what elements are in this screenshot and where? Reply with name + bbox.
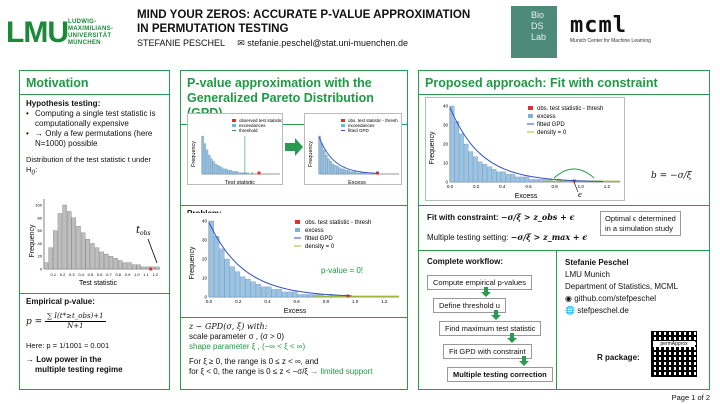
- plotC-ylabel: Frequency: [189, 246, 196, 280]
- hist1-bar: [58, 214, 62, 269]
- gpd-bar: [330, 161, 332, 174]
- gpd-bar: [208, 155, 210, 174]
- gpd-bar: [334, 165, 336, 174]
- gpd-ytick: 30: [442, 122, 448, 128]
- plotA-ylabel: Frequency: [191, 141, 197, 167]
- motivation-panel: [19, 70, 170, 390]
- hist1-ytick: 100: [35, 202, 42, 208]
- gpd-bar: [464, 144, 468, 182]
- hist1-bar: [118, 260, 122, 269]
- hist1-xtick: 0.4: [78, 272, 84, 277]
- gpd-bar: [256, 284, 261, 297]
- hist1-xtick: 1.0: [134, 272, 140, 277]
- gpd-bar: [247, 173, 249, 174]
- gpd-bar: [215, 164, 217, 174]
- gpd-bar: [219, 166, 221, 174]
- gpd-definition: [189, 322, 403, 377]
- hist1-bar: [67, 211, 71, 269]
- gpd-bar: [469, 152, 473, 182]
- hist1-bar: [137, 265, 141, 269]
- contact-name: Stefanie Peschel: [565, 258, 629, 267]
- bullet-item: • → Only a few permutations (here N=1000) possible: [26, 129, 163, 149]
- author-line: [137, 38, 408, 49]
- arrow-down-icon: [481, 287, 491, 297]
- gpd-bar: [204, 144, 206, 174]
- bullet-item: • Computing a single test statistic is computationally expensive: [26, 109, 163, 129]
- hist1-xtick: 0.7: [106, 272, 112, 277]
- gpd-bar: [363, 173, 365, 174]
- hist1-ytick: 0: [39, 266, 42, 272]
- range-line-2: for ξ < 0, the range is 0 ≤ z < −σ/ξ → limited support: [189, 367, 373, 376]
- right-arrow-icon: [285, 137, 303, 157]
- gpd-bar: [529, 179, 533, 182]
- gpd-bar: [266, 287, 271, 297]
- gpd-xtick: 1.0: [577, 184, 584, 189]
- gpd-ytick: 40: [442, 103, 448, 109]
- hist1-xtick: 0.2: [59, 272, 66, 277]
- plotB-legend-0: obs. test statistic - thresh: [348, 118, 398, 123]
- gpd-bar: [238, 173, 240, 174]
- plotD-xlabel: Excess: [514, 193, 538, 200]
- author-name: STEFANIE PESCHEL: [137, 38, 225, 48]
- plotC-legend-1: excess: [305, 228, 324, 234]
- gpd-xtick: 0.6: [525, 184, 532, 189]
- gpd-bar: [225, 259, 230, 297]
- gpd-bar: [282, 292, 287, 297]
- hist1-xtick: 1.1: [143, 272, 149, 277]
- gpd-bar: [232, 171, 234, 174]
- contact-block: [565, 257, 678, 317]
- arrow-down-icon: [519, 356, 529, 366]
- github-icon: ◉: [565, 294, 572, 303]
- gpd-bar: [345, 170, 347, 174]
- gpd-bar: [319, 136, 321, 174]
- gpd-xtick: 1.2: [603, 184, 611, 189]
- hist1-bar: [63, 205, 67, 269]
- hist1-bar: [114, 258, 118, 269]
- divider-vertical: [556, 250, 557, 390]
- hist1-bar: [49, 248, 53, 269]
- plotA-legend-0: observed test statistic: [239, 118, 283, 123]
- b-formula: b = −σ/ξ: [651, 171, 692, 181]
- arrow-down-icon: [507, 333, 517, 343]
- gpd-bar: [359, 173, 361, 174]
- gpd-bar: [352, 171, 354, 174]
- gpd-bar: [539, 179, 543, 182]
- gpd-bar: [361, 173, 363, 174]
- gpd-bar: [341, 169, 343, 174]
- workflow-step-4: Fit GPD with constraint: [443, 344, 532, 359]
- gpd-bar: [354, 171, 356, 174]
- hist1-bar: [100, 252, 104, 269]
- hist1-bar: [109, 256, 113, 269]
- page-indicator: Page 1 of 2: [671, 393, 710, 402]
- gpd-bar: [226, 169, 228, 174]
- gpd-heading: P-value approximation with the Generalized Pareto Distribution (GPD): [187, 76, 374, 120]
- gpd-ytick: 10: [201, 275, 207, 281]
- epsilon-arc: [554, 169, 594, 178]
- plotC-legend-3: density = 0: [305, 244, 335, 250]
- gpd-xtick: 1.2: [381, 299, 388, 304]
- range-line-1: For ξ ≥ 0, the range is 0 ≤ z < ∞, and: [189, 357, 319, 366]
- tobs-arrow: [148, 239, 157, 263]
- gpd-bar: [303, 294, 308, 297]
- gpd-bar: [343, 169, 345, 174]
- gpd-bar: [506, 174, 510, 182]
- gpd-bar: [206, 150, 208, 174]
- plotD-legend-3: density = 0: [537, 130, 567, 136]
- gpd-xtick: 0.6: [293, 299, 300, 304]
- hist1-xlabel: Test statistic: [78, 280, 118, 287]
- rpackage-label: R package:: [597, 353, 640, 362]
- distribution-caption: Distribution of the test statistic t under $H_0$:: [26, 155, 152, 176]
- plotB-legend-2: fitted GPD: [348, 128, 369, 133]
- workflow-step-5: Multiple testing correction: [447, 367, 553, 382]
- gpd-bar: [473, 157, 477, 182]
- gpd-def-line: z ∼ GPD(σ, ξ) with:: [189, 322, 268, 331]
- workflow-step-1: Compute empirical p-values: [427, 275, 532, 290]
- gpd-bar: [246, 279, 251, 297]
- plotC-legend-2: fitted GPD: [305, 236, 333, 242]
- poster-title: MIND YOUR ZEROS: ACCURATE P-VALUE APPROXIMATION IN PERMUTATION TESTING: [137, 8, 471, 35]
- hist1-bar: [53, 231, 57, 269]
- legend-marker-exceed: [232, 124, 236, 127]
- arrow-down-icon: [491, 310, 501, 320]
- pvalue-zero-note: p-value = 0!: [321, 266, 364, 275]
- hist1-xtick: 0.3: [69, 272, 75, 277]
- gpd-bar: [332, 164, 334, 174]
- gpd-panel: [180, 70, 408, 390]
- constrained-fit-plot: [425, 97, 625, 201]
- gpd-xtick: 0.0: [205, 299, 213, 304]
- qr-caption: permApprox: [653, 341, 695, 347]
- multiple-testing-line: Multiple testing setting: −σ/ξ > z_max + ϵ: [427, 232, 588, 242]
- empirical-formula: p = ∑ I(t*≥t_obs)+1 N+1: [26, 312, 104, 330]
- gpd-bar: [241, 173, 243, 174]
- gpd-bar: [219, 249, 224, 297]
- gpd-bar: [230, 267, 235, 297]
- fit-constraint-line: Fit with constraint: −σ/ξ > z_obs + ϵ: [427, 212, 575, 222]
- gpd-bar: [455, 121, 459, 182]
- hist1-xtick: 0.6: [96, 272, 103, 277]
- hist1-xtick: 1.2: [152, 272, 159, 277]
- plotD-legend-1: excess: [537, 114, 556, 120]
- gpd-ytick: 20: [442, 141, 448, 147]
- gpd-ytick: 20: [201, 256, 207, 262]
- gpd-bar: [459, 134, 463, 182]
- hist1-ytick: 60: [37, 228, 42, 234]
- gpd-bar: [501, 172, 505, 182]
- gpd-xtick: 0.2: [235, 299, 242, 304]
- plotB-ylabel: Frequency: [308, 141, 314, 167]
- workflow-step-2: Define threshold u: [433, 298, 506, 313]
- gpd-bar: [251, 282, 256, 297]
- gpd-bar: [328, 159, 330, 174]
- hist1-bar: [86, 239, 90, 269]
- gpd-bar: [350, 171, 352, 174]
- gpd-bar: [356, 173, 358, 174]
- hist1-ytick: 40: [37, 240, 42, 246]
- gpd-bar: [478, 162, 482, 182]
- plotB-xlabel: Excess: [348, 180, 366, 185]
- gpd-xtick: 0.8: [322, 299, 330, 304]
- gpd-xtick: 0.0: [446, 184, 454, 189]
- mcml-mark: mcml: [570, 13, 627, 38]
- gpd-bar: [272, 289, 277, 297]
- plotB-legend-1: exceedances: [348, 123, 375, 128]
- contact-github[interactable]: ◉ github.com/stefpeschel: [565, 294, 657, 303]
- biods-logo: Bio DS Lab: [511, 6, 557, 58]
- gpd-bar: [450, 106, 454, 182]
- gpd-ytick: 10: [442, 160, 448, 166]
- lmu-logo: [6, 10, 126, 54]
- gpd-bar: [337, 166, 339, 174]
- problem-heading: Problem:: [187, 209, 222, 218]
- hist1-bar: [95, 248, 99, 269]
- here-pvalue: Here: p = 1/1001 ≈ 0.001: [26, 341, 110, 350]
- lmu-mark: LMU: [6, 16, 68, 49]
- gpd-bar: [230, 170, 232, 174]
- gpd-bar: [492, 169, 496, 182]
- gpd-bar: [236, 171, 238, 174]
- gpd-bar: [228, 170, 230, 174]
- gpd-bar: [223, 169, 225, 174]
- gpd-bar: [525, 177, 529, 182]
- hist1-ylabel: Frequency: [29, 224, 36, 258]
- gpd-bar: [221, 168, 223, 174]
- gpd-xtick: 1.0: [352, 299, 359, 304]
- epsilon-label: ϵ: [578, 191, 582, 199]
- gpd-bar: [339, 168, 341, 174]
- gpd-bar: [235, 272, 240, 297]
- hist1-bar: [104, 254, 108, 269]
- lmu-wordmark: LUDWIG- MAXIMILIANS- UNIVERSITÄT MÜNCHEN: [68, 19, 114, 46]
- gpd-bar: [209, 221, 214, 297]
- mail-icon: ✉: [237, 38, 245, 48]
- hist1-bar: [76, 226, 80, 269]
- gpd-bar: [348, 170, 350, 174]
- qr-code[interactable]: [651, 331, 697, 377]
- hist1-ytick: 80: [37, 215, 42, 221]
- gpd-xtick: 0.8: [551, 184, 558, 189]
- gpd-bar: [497, 172, 501, 182]
- gpd-bar: [298, 294, 303, 297]
- hist1-bar: [132, 265, 136, 269]
- gpd-bar: [308, 294, 313, 297]
- gpd-bar: [261, 287, 266, 297]
- gpd-bar: [515, 177, 519, 182]
- hist1-bar: [81, 233, 85, 269]
- gpd-bar: [234, 171, 236, 174]
- hist1-bar: [90, 243, 94, 269]
- motivation-heading: Motivation: [26, 76, 89, 90]
- hist1-bar: [141, 267, 145, 269]
- legend-marker-observed: [232, 119, 236, 122]
- gpd-bar: [483, 164, 487, 182]
- gpd-bar: [321, 144, 323, 174]
- plotD-legend-2: fitted GPD: [537, 122, 565, 128]
- gpd-xtick: 0.2: [473, 184, 480, 189]
- gpd-ytick: 0: [204, 294, 207, 300]
- problem-plot: [187, 213, 403, 315]
- motivation-bullets: [26, 109, 163, 149]
- hypothesis-subheading: Hypothesis testing:: [26, 99, 101, 108]
- gpd-bar: [511, 174, 515, 182]
- hist1-bar: [72, 218, 76, 269]
- contact-org: LMU Munich: [565, 270, 610, 279]
- plotA-legend-2: threshold: [239, 128, 258, 133]
- plotA-legend-1: exceedances: [239, 123, 266, 128]
- plotC-xlabel: Excess: [283, 308, 307, 315]
- plotD-ylabel: Frequency: [429, 131, 436, 165]
- contact-web[interactable]: 🌐 stefpeschel.de: [565, 306, 629, 315]
- globe-icon: 🌐: [565, 306, 575, 315]
- gpd-bar: [534, 179, 538, 182]
- author-email[interactable]: stefanie.peschel@stat.uni-muenchen.de: [247, 38, 409, 48]
- hist1-bar: [123, 263, 127, 269]
- proposed-heading: Proposed approach: Fit with constraint: [425, 76, 658, 90]
- mcml-logo: [570, 14, 710, 54]
- hist1-xtick: 0.8: [115, 272, 122, 277]
- gpd-ytick: 30: [201, 237, 207, 243]
- null-distribution-histogram: [28, 189, 166, 287]
- hist1-ytick: 20: [37, 253, 42, 259]
- gpd-bar: [214, 236, 219, 297]
- gpd-ytick: 0: [445, 179, 448, 185]
- gpd-bar: [323, 150, 325, 174]
- excess-fit-plot: [304, 113, 402, 185]
- hist1-bar: [44, 263, 48, 269]
- plotC-legend-0: obs. test statistic - thresh: [305, 220, 372, 226]
- gpd-bar: [520, 177, 524, 182]
- gpd-bar: [243, 173, 245, 174]
- shape-param-line: shape parameter ξ , (−∞ < ξ < ∞): [189, 342, 306, 351]
- proposed-panel: [418, 70, 710, 390]
- gpd-bar: [213, 161, 215, 174]
- gpd-xtick: 0.4: [499, 184, 506, 189]
- gpd-ytick: 40: [201, 218, 207, 224]
- threshold-plot: [187, 113, 283, 185]
- plotA-xlabel: Test statistic: [225, 180, 255, 185]
- gpd-bar: [326, 155, 328, 174]
- hist1-xtick: 0.5: [87, 272, 94, 277]
- empirical-heading: Empirical p-value:: [26, 297, 95, 306]
- mcml-subtitle: Munich Center for Machine Learning: [570, 38, 651, 44]
- workflow-step-3: Find maximum test statistic: [439, 321, 541, 336]
- tobs-label: $t_{obs}$: [136, 225, 151, 237]
- obs-marker: [258, 172, 261, 175]
- hist1-xtick: 0.9: [124, 272, 131, 277]
- workflow-heading: Complete workflow:: [427, 257, 504, 266]
- plotD-legend-0: obs. test statistic - thresh: [537, 106, 604, 112]
- hist1-bar: [128, 263, 132, 269]
- gpd-bar: [211, 159, 213, 174]
- gpd-xtick: 0.4: [264, 299, 271, 304]
- conclusion-text: → Low power in the multiple testing regime: [26, 355, 123, 374]
- gpd-bar: [277, 289, 282, 297]
- gpd-bar: [293, 292, 298, 297]
- gpd-bar: [487, 167, 491, 182]
- gpd-bar: [287, 292, 292, 297]
- optimal-epsilon-box: Optimal ϵ determined in a simulation study: [600, 211, 681, 236]
- gpd-bar: [240, 277, 245, 297]
- tobs-marker: [149, 267, 152, 270]
- gpd-bar: [251, 173, 253, 174]
- gpd-bar: [217, 165, 219, 174]
- hist1-xtick: 0.1: [50, 272, 57, 277]
- scale-param-line: scale parameter σ , (σ > 0): [189, 332, 285, 341]
- hist1-bar: [155, 267, 159, 269]
- contact-dept: Department of Statistics, MCML: [565, 282, 678, 291]
- gpd-bar: [202, 136, 204, 174]
